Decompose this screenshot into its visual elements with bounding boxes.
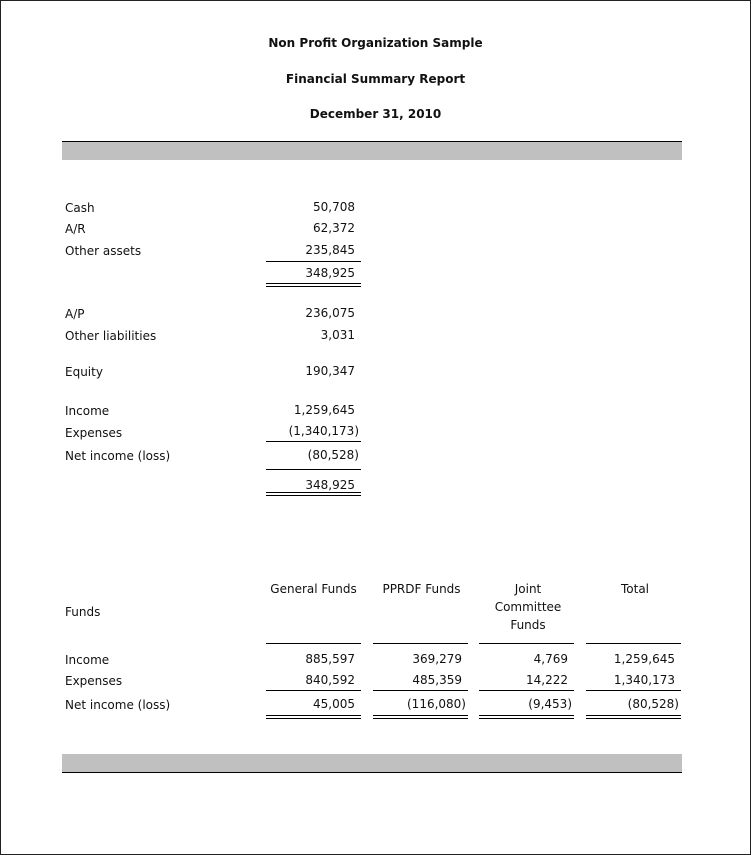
col-header-joint: Joint Committee Funds bbox=[494, 582, 562, 632]
income-value: 1,259,645 bbox=[293, 403, 355, 417]
net-income-label: Net income (loss) bbox=[65, 449, 171, 463]
ar-value: 62,372 bbox=[313, 221, 355, 235]
funds-net-label: Net income (loss) bbox=[65, 698, 171, 712]
net-double-joint bbox=[479, 715, 574, 719]
total-assets-value: 348,925 bbox=[305, 266, 355, 280]
cash-value: 50,708 bbox=[313, 200, 355, 214]
ap-value: 236,075 bbox=[305, 306, 355, 320]
col-rule-joint bbox=[479, 643, 574, 644]
col-rule-general bbox=[266, 643, 361, 644]
col-header-total: Total bbox=[620, 582, 650, 596]
equity-subtotal-line bbox=[266, 469, 361, 470]
expenses-underline bbox=[266, 441, 361, 442]
expense-rule-joint bbox=[479, 690, 574, 691]
bottom-band bbox=[62, 754, 682, 773]
net-double-total bbox=[586, 715, 681, 719]
funds-expenses-general: 840,592 bbox=[305, 673, 355, 687]
org-title: Non Profit Organization Sample bbox=[268, 36, 483, 50]
col-header-pprdf: PPRDF Funds bbox=[382, 582, 461, 596]
ap-label: A/P bbox=[65, 307, 85, 321]
assets-total-double-line bbox=[266, 283, 361, 287]
funds-income-label: Income bbox=[65, 653, 110, 667]
col-header-general: General Funds bbox=[270, 582, 357, 596]
report-title: Financial Summary Report bbox=[285, 72, 466, 86]
net-double-general bbox=[266, 715, 361, 719]
expenses-label: Expenses bbox=[65, 426, 123, 440]
expense-rule-general bbox=[266, 690, 361, 691]
funds-income-total: 1,259,645 bbox=[613, 652, 675, 666]
funds-net-general: 45,005 bbox=[313, 697, 355, 711]
top-band bbox=[62, 141, 682, 160]
expense-rule-total bbox=[586, 690, 681, 691]
col-rule-total bbox=[586, 643, 681, 644]
other-assets-value: 235,845 bbox=[305, 243, 355, 257]
cash-label: Cash bbox=[65, 201, 95, 215]
total-liab-equity-value: 348,925 bbox=[305, 478, 355, 492]
funds-expenses-joint: 14,222 bbox=[526, 673, 568, 687]
equity-label: Equity bbox=[65, 365, 103, 379]
funds-net-pprdf: (116,080) bbox=[407, 697, 466, 711]
net-double-pprdf bbox=[373, 715, 468, 719]
net-income-value: (80,528) bbox=[307, 448, 359, 462]
funds-income-general: 885,597 bbox=[305, 652, 355, 666]
funds-label: Funds bbox=[65, 605, 101, 619]
funds-net-total: (80,528) bbox=[627, 697, 679, 711]
funds-income-pprdf: 369,279 bbox=[412, 652, 462, 666]
col-rule-pprdf bbox=[373, 643, 468, 644]
funds-income-joint: 4,769 bbox=[533, 652, 568, 666]
equity-value: 190,347 bbox=[305, 364, 355, 378]
ar-label: A/R bbox=[65, 222, 86, 236]
funds-expenses-label: Expenses bbox=[65, 674, 123, 688]
expenses-value: (1,340,173) bbox=[288, 424, 359, 438]
report-date: December 31, 2010 bbox=[309, 107, 442, 121]
liab-equity-total-double-line bbox=[266, 492, 361, 496]
other-liabilities-value: 3,031 bbox=[320, 328, 355, 342]
other-assets-label: Other assets bbox=[65, 244, 142, 258]
income-label: Income bbox=[65, 404, 110, 418]
funds-expenses-pprdf: 485,359 bbox=[412, 673, 462, 687]
funds-expenses-total: 1,340,173 bbox=[613, 673, 675, 687]
other-liabilities-label: Other liabilities bbox=[65, 329, 157, 343]
funds-net-joint: (9,453) bbox=[528, 697, 572, 711]
assets-subtotal-line bbox=[266, 261, 361, 262]
expense-rule-pprdf bbox=[373, 690, 468, 691]
